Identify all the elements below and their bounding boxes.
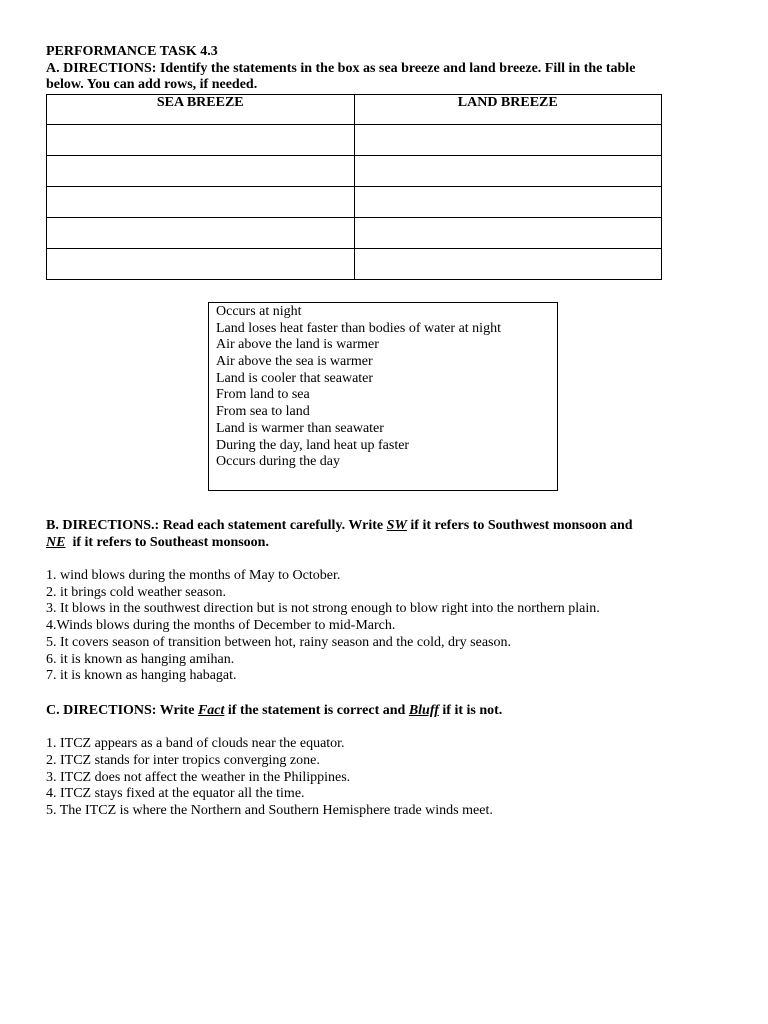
statement-item: Land is cooler that seawater	[216, 370, 374, 386]
statement-item: From sea to land	[216, 404, 310, 420]
list-item: 2. it brings cold weather season.	[46, 584, 227, 600]
statement-item: Land loses heat faster than bodies of water at night	[216, 320, 501, 336]
table-row	[47, 218, 662, 249]
table-row	[47, 187, 662, 218]
task-title: PERFORMANCE TASK 4.3	[46, 44, 218, 59]
statement-item: Occurs during the day	[216, 454, 341, 470]
table-cell[interactable]	[47, 125, 355, 156]
table-header-row	[47, 95, 662, 125]
statement-item: Air above the land is warmer	[216, 337, 379, 353]
statement-item: Occurs at night	[216, 304, 302, 319]
code-fact: Fact	[197, 703, 225, 718]
list-item: 7. it is known as hanging habagat.	[46, 668, 237, 684]
directions-a-line1: A. DIRECTIONS: Identify the statements in the box as sea breeze and land breeze. Fill in the table	[46, 60, 636, 76]
directions-c-prefix: C. DIRECTIONS: Write	[46, 703, 198, 718]
statement-item: Land is warmer than seawater	[216, 420, 384, 436]
table-cell[interactable]	[47, 187, 355, 218]
section-b-items	[46, 568, 736, 685]
table-cell[interactable]	[47, 218, 355, 249]
table-cell[interactable]	[354, 187, 662, 218]
column-header-land-breeze: LAND BREEZE	[354, 95, 662, 125]
list-item: 2. ITCZ stands for inter tropics converging zone.	[46, 753, 320, 769]
section-c	[46, 703, 736, 820]
code-sw: SW	[386, 518, 407, 533]
section-b	[46, 518, 736, 685]
worksheet-header	[46, 44, 726, 94]
list-item: 6. it is known as hanging amihan.	[46, 651, 235, 667]
list-item: 4.Winds blows during the months of December to mid-March.	[46, 618, 396, 634]
list-item: 3. ITCZ does not affect the weather in the Philippines.	[46, 769, 351, 785]
statement-box	[208, 302, 558, 491]
list-item: 4. ITCZ stays fixed at the equator all the time.	[46, 786, 305, 802]
table-cell[interactable]	[354, 249, 662, 280]
code-bluff: Bluff	[408, 703, 439, 718]
table-cell[interactable]	[354, 125, 662, 156]
list-item: 5. The ITCZ is where the Northern and Southern Hemisphere trade winds meet.	[46, 803, 493, 819]
list-item: 5. It covers season of transition between hot, rainy season and the cold, dry season.	[46, 634, 511, 650]
breeze-table	[46, 94, 662, 280]
table-cell[interactable]	[354, 218, 662, 249]
list-item: 1. wind blows during the months of May to October.	[46, 568, 341, 584]
list-item: 3. It blows in the southwest direction but is not strong enough to blow right into the northern plain.	[46, 601, 600, 617]
section-c-items	[46, 736, 736, 819]
table-cell[interactable]	[47, 156, 355, 187]
statement-item: From land to sea	[216, 387, 310, 403]
table-row	[47, 125, 662, 156]
directions-b	[46, 518, 736, 551]
statement-item: Air above the sea is warmer	[216, 354, 373, 370]
code-ne: NE	[46, 534, 66, 550]
table-row	[47, 249, 662, 280]
statement-item: During the day, land heat up faster	[216, 437, 410, 453]
list-item: 1. ITCZ appears as a band of clouds near the equator.	[46, 736, 345, 752]
table-row	[47, 156, 662, 187]
directions-c	[46, 703, 736, 720]
column-header-sea-breeze: SEA BREEZE	[47, 95, 355, 125]
directions-c-suffix: if it is not.	[438, 703, 503, 718]
table-cell[interactable]	[47, 249, 355, 280]
directions-b-prefix: B. DIRECTIONS.: Read each statement carefully. Write	[46, 518, 387, 533]
table-cell[interactable]	[354, 156, 662, 187]
directions-c-middle: if the statement is correct and	[224, 703, 409, 718]
directions-b-suffix: if it refers to Southeast monsoon.	[65, 534, 269, 550]
directions-b-middle: if it refers to Southwest monsoon and	[406, 518, 633, 533]
directions-a-line2: below. You can add rows, if needed.	[46, 77, 258, 93]
